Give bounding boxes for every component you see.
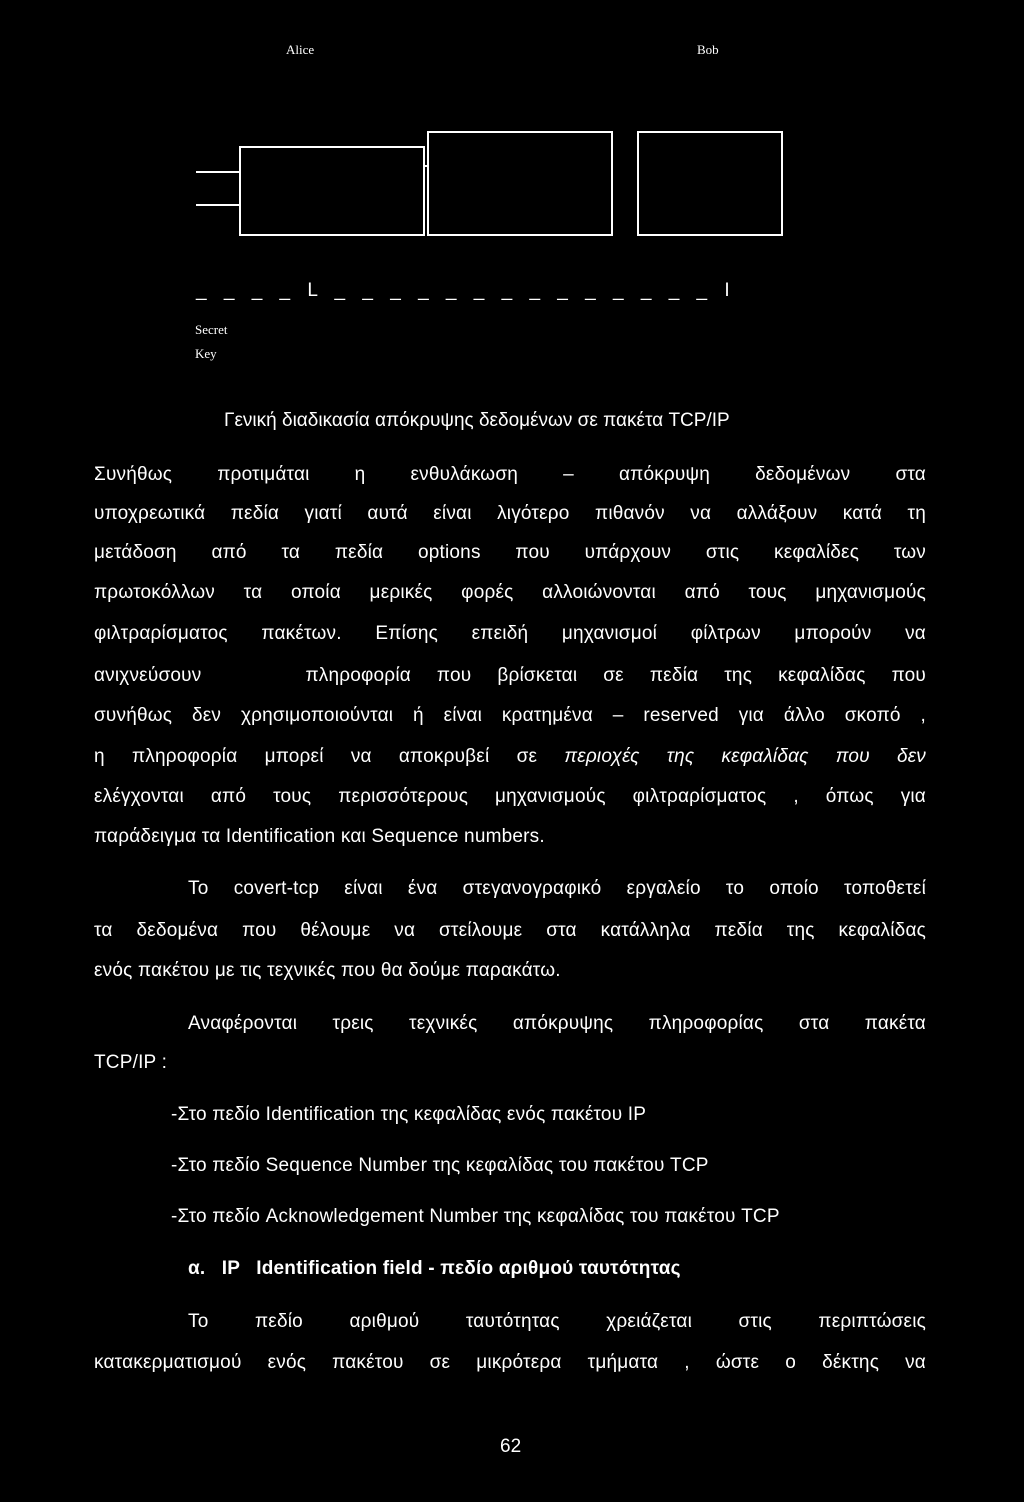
dash-end: I (724, 280, 736, 301)
right-box (638, 132, 782, 235)
para1-line: παράδειγμα τα Identification και Sequence numbers. (94, 826, 545, 847)
heading-gap (205, 1258, 221, 1279)
para3-line: TCP/IP : (94, 1052, 168, 1073)
secret-label: Secret (195, 322, 228, 337)
para2-line: ενός πακέτου με τις τεχνικές που θα δούμε παρακάτω. (94, 960, 561, 981)
encryption-diagram (0, 0, 1024, 380)
para1-line: ελέγχονται από τους περισσότερους μηχανισμούς φιλτραρίσματος , όπως για (94, 786, 926, 807)
para1-line: φιλτραρίσματος πακέτων. Επίσης επειδή μηχανισμοί φίλτρων μπορούν να (94, 623, 926, 644)
para1-line: μετάδοση από τα πεδία options που υπάρχουν στις κεφαλίδες των (94, 542, 926, 563)
alice-label: Alice (286, 42, 315, 57)
para4-line: Το πεδίο αριθμού ταυτότητας χρειάζεται στις περιπτώσεις (188, 1311, 926, 1332)
left-box (240, 147, 424, 235)
middle-box (428, 132, 612, 235)
para1-line8-regular: η πληροφορία μπορεί να αποκρυβεί σε (94, 746, 565, 767)
para1-line: ανιχνεύσουν πληροφορία που βρίσκεται σε πεδία της κεφαλίδας που (94, 665, 926, 686)
para1-line: πρωτοκόλλων τα οποία μερικές φορές αλλοιώνονται από τους μηχανισμούς (94, 582, 926, 603)
bob-label: Bob (697, 42, 719, 57)
para4-line: κατακερματισμού ενός πακέτου σε μικρότερα τμήματα , ώστε ο δέκτης να (94, 1352, 926, 1373)
dash-letter: L (307, 280, 324, 301)
page-number: 62 (500, 1436, 522, 1457)
list-item: -Στο πεδίο Acknowledgement Number της κεφαλίδας του πακέτου TCP (171, 1206, 780, 1227)
para1-line: Συνήθως προτιμάται η ενθυλάκωση – απόκρυψη δεδομένων στα (94, 464, 926, 485)
para1-line: υποχρεωτικά πεδία γιατί αυτά είναι λιγότερο πιθανόν να αλλάξουν κατά τη (94, 503, 926, 524)
para3-line: Αναφέρονται τρεις τεχνικές απόκρυψης πληροφορίας στα πακέτα (188, 1013, 926, 1034)
list-item: -Στο πεδίο Sequence Number της κεφαλίδας του πακέτου TCP (171, 1155, 709, 1176)
para2-line: τα δεδομένα που θέλουμε να στείλουμε στα κατάλληλα πεδία της κεφαλίδας (94, 920, 926, 941)
para1-line8-italic: περιοχές της κεφαλίδας που δεν (564, 746, 926, 767)
heading-text: IP Identification field - πεδίο αριθμού ταυτότητας (221, 1258, 681, 1279)
para2-line: Το covert-tcp είναι ένα στεγανογραφικό εργαλείο το οποίο τοποθετεί (188, 878, 926, 899)
heading-letter: α. (188, 1258, 206, 1279)
section-heading (188, 1258, 681, 1280)
dash-segment-left: _ _ _ _ (196, 280, 308, 301)
diagram-shapes (0, 0, 1024, 380)
key-label: Key (195, 346, 217, 361)
para1-line (94, 746, 926, 768)
para1-line: συνήθως δεν χρησιμοποιούνται ή είναι κρατημένα – reserved για άλλο σκοπό , (94, 705, 926, 726)
dashed-key-line (196, 280, 736, 302)
dash-segment-right: _ _ _ _ _ _ _ _ _ _ _ _ _ _ (323, 280, 725, 301)
list-item: -Στο πεδίο Identification της κεφαλίδας ενός πακέτου IP (171, 1104, 647, 1125)
figure-caption: Γενική διαδικασία απόκρυψης δεδομένων σε πακέτα TCP/IP (224, 410, 730, 431)
